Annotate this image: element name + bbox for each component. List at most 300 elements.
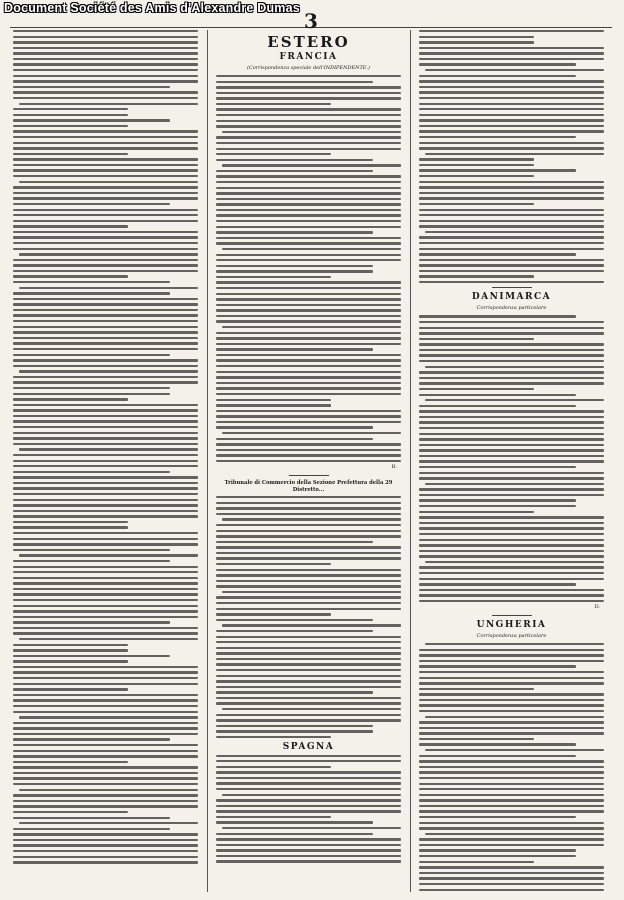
text-line xyxy=(13,432,198,434)
text-line xyxy=(13,839,198,841)
text-line xyxy=(425,483,604,485)
text-line xyxy=(13,465,198,467)
text-line xyxy=(419,349,604,351)
text-line xyxy=(216,658,401,660)
text-line xyxy=(13,303,198,305)
text-line xyxy=(13,766,198,768)
text-line xyxy=(419,838,604,840)
text-line xyxy=(13,376,198,378)
text-line xyxy=(425,366,604,368)
text-line xyxy=(216,254,401,256)
text-line xyxy=(216,736,331,738)
text-line xyxy=(216,496,401,498)
text-line xyxy=(13,130,198,132)
text-line xyxy=(13,738,170,740)
text-line xyxy=(216,569,401,571)
text-line xyxy=(216,714,401,716)
text-line xyxy=(13,722,198,724)
text-line xyxy=(19,554,198,556)
text-line xyxy=(419,75,576,77)
text-line xyxy=(13,309,198,311)
text-line xyxy=(216,393,401,395)
text-line xyxy=(216,148,401,150)
text-line xyxy=(419,872,604,874)
text-line xyxy=(216,309,401,311)
text-line xyxy=(216,460,401,462)
text-line xyxy=(216,782,401,784)
text-line xyxy=(216,187,401,189)
text-line xyxy=(13,203,170,205)
text-line xyxy=(216,348,373,350)
text-line xyxy=(216,546,401,548)
text-line xyxy=(419,36,534,38)
text-line xyxy=(13,209,198,211)
text-line xyxy=(13,214,198,216)
text-line xyxy=(13,560,170,562)
text-line xyxy=(13,192,198,194)
text-line xyxy=(13,275,128,277)
text-line xyxy=(13,499,198,501)
article-separator xyxy=(289,475,329,476)
text-line xyxy=(419,866,604,868)
text-line xyxy=(216,580,401,582)
text-line xyxy=(216,702,401,704)
text-line xyxy=(216,153,331,155)
text-line xyxy=(13,733,198,735)
text-line xyxy=(419,844,604,846)
text-line xyxy=(13,599,198,601)
text-line xyxy=(425,153,604,155)
text-line xyxy=(216,524,401,526)
text-line xyxy=(13,521,128,523)
text-line xyxy=(13,476,198,478)
text-line xyxy=(216,630,373,632)
document-watermark: Document Société des Amis d'Alexandre Dumas xyxy=(4,1,300,15)
text-line xyxy=(222,432,401,434)
text-line xyxy=(19,638,198,640)
text-line xyxy=(13,58,198,60)
text-line xyxy=(419,438,604,440)
text-line xyxy=(216,287,401,289)
text-line xyxy=(13,114,128,116)
text-line xyxy=(222,131,401,133)
text-line xyxy=(419,533,604,535)
text-line xyxy=(419,699,604,701)
text-line xyxy=(13,850,198,852)
text-line xyxy=(216,838,401,840)
text-line xyxy=(419,130,604,132)
text-line xyxy=(13,41,198,43)
text-line xyxy=(419,427,604,429)
text-line xyxy=(419,315,576,317)
text-line xyxy=(419,466,576,468)
text-line xyxy=(13,314,198,316)
text-line xyxy=(216,231,373,233)
text-line xyxy=(419,732,604,734)
text-line xyxy=(419,186,604,188)
text-line xyxy=(216,293,401,295)
text-line xyxy=(419,281,604,283)
text-line xyxy=(419,119,604,121)
text-line xyxy=(13,688,128,690)
text-line xyxy=(216,237,401,239)
text-line xyxy=(419,377,604,379)
text-line xyxy=(216,159,373,161)
text-line xyxy=(13,588,198,590)
text-line xyxy=(222,164,401,166)
text-line xyxy=(13,342,198,344)
text-line xyxy=(419,343,604,345)
text-line xyxy=(216,387,401,389)
text-line xyxy=(425,643,604,645)
text-line xyxy=(13,683,198,685)
text-line xyxy=(419,505,576,507)
article-signature: D. xyxy=(594,604,600,611)
text-line xyxy=(216,552,401,554)
text-line xyxy=(216,114,401,116)
article-text xyxy=(216,496,401,738)
text-line xyxy=(419,889,604,891)
text-line xyxy=(419,511,534,513)
text-line xyxy=(425,561,604,563)
text-line xyxy=(216,371,401,373)
text-line xyxy=(13,186,198,188)
text-line xyxy=(13,515,198,517)
article-text xyxy=(419,643,604,892)
text-line xyxy=(419,125,604,127)
text-line xyxy=(419,97,604,99)
text-line xyxy=(216,563,331,565)
text-line xyxy=(13,80,198,82)
text-line xyxy=(216,209,401,211)
text-line xyxy=(419,405,576,407)
text-line xyxy=(419,472,604,474)
text-line xyxy=(419,321,604,323)
text-line xyxy=(419,721,604,723)
text-line xyxy=(13,577,198,579)
text-line xyxy=(216,438,373,440)
text-line xyxy=(13,259,198,261)
section-subheading: Corrispondenza particolare xyxy=(476,633,547,640)
text-line xyxy=(13,359,198,361)
text-line xyxy=(419,494,604,496)
text-line xyxy=(419,861,534,863)
text-line xyxy=(216,120,401,122)
text-line xyxy=(216,226,401,228)
text-line xyxy=(216,449,401,451)
text-line xyxy=(13,616,198,618)
text-line xyxy=(419,220,604,222)
text-line xyxy=(216,691,373,693)
text-line xyxy=(216,686,401,688)
text-line xyxy=(13,298,198,300)
text-line xyxy=(419,883,604,885)
text-line xyxy=(13,225,128,227)
text-line xyxy=(13,337,198,339)
text-line xyxy=(13,264,198,266)
text-line xyxy=(419,583,576,585)
text-line xyxy=(13,566,198,568)
text-line xyxy=(216,608,401,610)
text-line xyxy=(419,766,604,768)
text-line xyxy=(13,404,198,406)
text-line xyxy=(216,810,401,812)
text-line xyxy=(13,63,198,65)
text-line xyxy=(419,91,604,93)
text-line xyxy=(216,415,401,417)
text-line xyxy=(13,660,128,662)
text-line xyxy=(425,399,604,401)
text-line xyxy=(419,259,604,261)
text-line xyxy=(216,502,401,504)
text-line xyxy=(216,259,401,261)
text-line xyxy=(419,794,604,796)
text-line xyxy=(13,800,198,802)
text-line xyxy=(419,771,604,773)
text-line xyxy=(13,443,198,445)
text-line xyxy=(13,571,198,573)
text-line xyxy=(419,783,604,785)
text-line xyxy=(216,365,401,367)
text-line xyxy=(13,231,198,233)
article-text xyxy=(216,75,401,462)
article-text xyxy=(419,315,604,602)
text-line xyxy=(13,526,128,528)
text-line xyxy=(216,181,401,183)
section-heading-estero: ESTERO xyxy=(267,33,350,51)
text-line xyxy=(216,821,373,823)
text-line xyxy=(13,270,198,272)
text-line xyxy=(216,203,401,205)
text-line xyxy=(216,404,331,406)
text-line xyxy=(419,539,604,541)
text-line xyxy=(222,794,401,796)
text-line xyxy=(13,454,198,456)
text-line xyxy=(419,693,604,695)
text-line xyxy=(419,877,604,879)
text-line xyxy=(216,281,401,283)
text-line xyxy=(216,136,401,138)
text-line xyxy=(13,649,128,651)
article-separator xyxy=(492,615,532,616)
text-line xyxy=(419,555,604,557)
text-line xyxy=(419,203,534,205)
text-line xyxy=(13,119,170,121)
text-line xyxy=(419,192,604,194)
text-line xyxy=(216,697,401,699)
text-line xyxy=(419,248,604,250)
text-line xyxy=(216,382,401,384)
text-line xyxy=(13,610,198,612)
text-line xyxy=(216,663,401,665)
text-line xyxy=(419,52,604,54)
text-line xyxy=(216,755,401,757)
text-line xyxy=(19,448,198,450)
text-line xyxy=(419,855,576,857)
section-heading-danimarca: DANIMARCA xyxy=(471,292,552,303)
text-line xyxy=(419,444,604,446)
text-line xyxy=(419,760,604,762)
text-line xyxy=(419,810,604,812)
text-line xyxy=(13,632,198,634)
text-line xyxy=(13,398,128,400)
text-line xyxy=(216,602,401,604)
text-line xyxy=(216,855,401,857)
text-line xyxy=(419,86,604,88)
text-line xyxy=(425,833,604,835)
text-line xyxy=(222,518,401,520)
text-line xyxy=(419,688,534,690)
text-line xyxy=(419,354,604,356)
text-line xyxy=(216,557,401,559)
text-line xyxy=(13,331,198,333)
text-line xyxy=(13,437,198,439)
text-line xyxy=(216,647,401,649)
text-line xyxy=(216,788,401,790)
text-line xyxy=(419,382,604,384)
text-line xyxy=(216,270,373,272)
text-line xyxy=(13,744,198,746)
text-line xyxy=(419,460,604,462)
text-line xyxy=(419,660,604,662)
text-line xyxy=(216,513,401,515)
text-line xyxy=(13,487,198,489)
text-line xyxy=(216,92,401,94)
text-line xyxy=(419,41,534,43)
text-line xyxy=(419,849,576,851)
text-line xyxy=(13,91,198,93)
text-line xyxy=(216,675,401,677)
text-line xyxy=(425,69,604,71)
text-line xyxy=(19,822,198,824)
text-line xyxy=(13,409,198,411)
text-line xyxy=(419,827,604,829)
text-line xyxy=(419,704,604,706)
text-line xyxy=(419,578,604,580)
text-line xyxy=(216,530,401,532)
text-line xyxy=(216,421,401,423)
text-line xyxy=(13,460,198,462)
notice-title: Tribunale di Commercio della Sezione Prefettura della 29 Distretto... xyxy=(224,480,393,493)
text-line xyxy=(13,147,198,149)
text-line xyxy=(13,97,198,99)
page-number: 3 xyxy=(304,9,318,33)
text-line xyxy=(13,415,198,417)
text-line xyxy=(13,387,170,389)
text-line xyxy=(13,828,170,830)
text-line xyxy=(13,236,198,238)
text-line xyxy=(425,749,604,751)
text-line xyxy=(13,248,198,250)
text-line xyxy=(216,799,401,801)
text-line xyxy=(419,242,604,244)
text-line xyxy=(216,315,401,317)
text-line xyxy=(419,522,604,524)
text-line xyxy=(419,455,604,457)
text-line xyxy=(216,198,401,200)
text-line xyxy=(419,388,534,390)
text-line xyxy=(13,365,198,367)
text-line xyxy=(216,220,401,222)
text-line xyxy=(222,591,401,593)
text-line xyxy=(13,164,198,166)
text-line xyxy=(13,543,198,545)
text-line xyxy=(13,86,170,88)
text-line xyxy=(419,253,576,255)
text-line xyxy=(13,532,198,534)
text-line xyxy=(419,236,604,238)
text-line xyxy=(419,755,576,757)
text-line xyxy=(13,420,198,422)
text-line xyxy=(216,844,401,846)
text-line xyxy=(419,275,534,277)
text-line xyxy=(419,594,604,596)
text-line xyxy=(419,421,604,423)
text-line xyxy=(13,69,198,71)
text-line xyxy=(216,507,401,509)
column-rule xyxy=(410,30,411,892)
text-line xyxy=(13,861,198,863)
text-line xyxy=(419,225,604,227)
text-line xyxy=(419,516,604,518)
text-line xyxy=(419,63,576,65)
text-line xyxy=(13,354,170,356)
text-line xyxy=(222,827,401,829)
text-line xyxy=(419,738,534,740)
text-line xyxy=(216,75,401,77)
text-line xyxy=(13,655,170,657)
text-line xyxy=(419,47,604,49)
text-line xyxy=(216,265,373,267)
text-line xyxy=(13,621,170,623)
text-line xyxy=(216,103,331,105)
text-line xyxy=(216,332,401,334)
text-line xyxy=(13,30,198,32)
text-line xyxy=(13,471,170,473)
text-line xyxy=(216,652,401,654)
text-line xyxy=(216,192,401,194)
text-line xyxy=(216,636,401,638)
text-line xyxy=(419,654,604,656)
text-line xyxy=(222,624,401,626)
text-line xyxy=(13,220,198,222)
text-line xyxy=(13,175,198,177)
text-line xyxy=(19,181,198,183)
text-line xyxy=(419,600,604,602)
text-line xyxy=(419,805,604,807)
text-line xyxy=(216,641,401,643)
text-line xyxy=(216,719,401,721)
text-line xyxy=(216,760,401,762)
text-line xyxy=(216,376,401,378)
text-line xyxy=(216,399,331,401)
text-line xyxy=(419,58,604,60)
text-line xyxy=(419,550,604,552)
text-line xyxy=(13,761,128,763)
text-line xyxy=(216,619,373,621)
text-line xyxy=(419,264,604,266)
text-line xyxy=(419,181,604,183)
text-line xyxy=(419,114,604,116)
text-line xyxy=(419,338,534,340)
text-line xyxy=(13,750,198,752)
text-line xyxy=(216,343,401,345)
text-line xyxy=(13,711,198,713)
text-line xyxy=(419,527,604,529)
text-line xyxy=(419,142,604,144)
text-line xyxy=(419,360,604,362)
text-line xyxy=(13,242,198,244)
